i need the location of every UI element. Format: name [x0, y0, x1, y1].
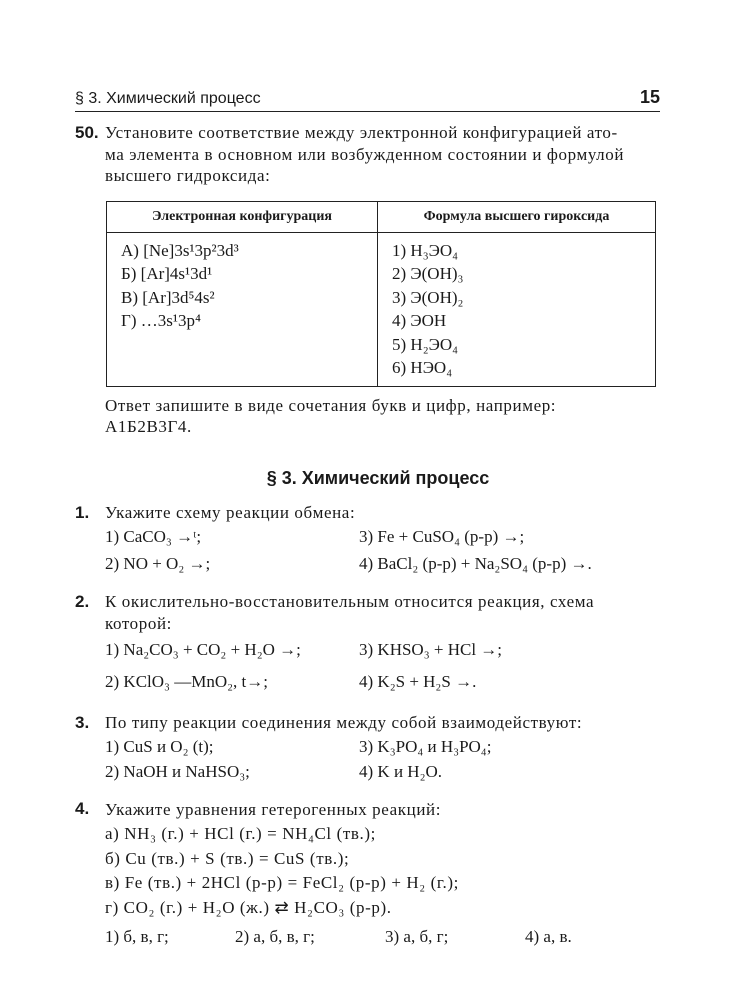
option: 3) Fe + CuSO₄ (р-р) →;	[359, 527, 525, 546]
task-50	[75, 122, 660, 187]
task-text: Установите соответствие между электронной конфигурацией ато-	[105, 123, 618, 142]
configurations-cell	[107, 232, 378, 386]
answer-example: А1Б2В3Г4.	[105, 417, 192, 436]
formulas-cell	[378, 232, 656, 386]
option: 1) CaCO₃ →ᵗ;	[105, 527, 202, 546]
option: 3) K₃PO₄ и H₃PO₄;	[359, 736, 492, 756]
task-4	[75, 798, 660, 951]
task-number: 4.	[75, 798, 90, 818]
page-number: 15	[639, 87, 660, 107]
task-text: которой:	[105, 613, 172, 633]
running-header	[75, 84, 660, 112]
task-1	[75, 502, 660, 578]
task-2	[75, 591, 660, 698]
option: 4) BaCl₂ (р-р) + Na₂SO₄ (р-р) →.	[359, 554, 592, 573]
option: 2) KClO₃ —MnO₂, t→;	[105, 672, 268, 691]
task-text: высшего гидроксида:	[105, 166, 271, 185]
option: 3) а, б, г;	[385, 927, 449, 946]
formula-item: 3) Э(OH)₂	[392, 287, 464, 307]
equation: в) Fe (тв.) + 2HCl (р-р) = FeCl₂ (р-р) + H₂ (г.);	[105, 873, 459, 892]
section-title: § 3. Химический процесс	[266, 467, 490, 488]
formula-item: 5) H₂ЭO₄	[392, 334, 459, 354]
running-header-section: § 3. Химический процесс	[75, 90, 261, 107]
task-text: ма элемента в основном или возбужденном состоянии и формулой	[105, 144, 625, 164]
option: 1) CuS и O₂ (t);	[105, 736, 214, 756]
option: 2) а, б, в, г;	[235, 927, 315, 946]
equation: а) NH₃ (г.) + HCl (г.) = NH₄Cl (тв.);	[105, 824, 376, 843]
option: 3) KHSO₃ + HCl →;	[359, 640, 503, 659]
task-3	[75, 712, 660, 784]
task-number: 1.	[75, 502, 90, 522]
option: 2) NO + O₂ →;	[105, 554, 211, 573]
option: 1) Na₂CO₃ + CO₂ + H₂O →;	[105, 640, 301, 659]
formula-item: 4) ЭOH	[392, 311, 447, 330]
formula-item: 6) HЭO₄	[392, 358, 453, 377]
task-50-answer	[75, 395, 660, 438]
column-header: Электронная конфигурация	[107, 201, 378, 232]
task-number: 3.	[75, 713, 90, 732]
task-number: 2.	[75, 592, 90, 611]
option: 1) б, в, г;	[105, 927, 169, 946]
config-item: А) [Ne]3s¹3p²3d³	[121, 240, 239, 260]
equation: б) Cu (тв.) + S (тв.) = CuS (тв.);	[105, 848, 350, 868]
formula-item: 1) H₃ЭO₄	[392, 240, 459, 260]
task-text: К окислительно-восстановительным относится реакция, схема	[105, 592, 595, 611]
formula-item: 2) Э(OH)₃	[392, 264, 464, 283]
option: 4) K и H₂O.	[359, 761, 443, 781]
task-text: Укажите схему реакции обмена:	[105, 502, 356, 522]
task-text: По типу реакции соединения между собой взаимодействуют:	[105, 713, 583, 732]
config-item: В) [Ar]3d⁵4s²	[121, 287, 215, 307]
answer-instruction: Ответ запишите в виде сочетания букв и цифр, например:	[105, 395, 557, 415]
option: 4) а, в.	[525, 927, 572, 946]
task-number: 50.	[75, 123, 99, 142]
column-header: Формула высшего гироксида	[378, 201, 656, 232]
option: 4) K₂S + H₂S →.	[359, 672, 477, 691]
task-text: Укажите уравнения гетерогенных реакций:	[105, 799, 442, 819]
config-item: Б) [Ar]4s¹3d¹	[121, 264, 213, 283]
option: 2) NaOH и NaHSO₃;	[105, 761, 250, 781]
matching-table	[106, 201, 656, 387]
equation: г) CO₂ (г.) + H₂O (ж.) ⇄ H₂CO₃ (р-р).	[105, 897, 392, 917]
config-item: Г) …3s¹3p⁴	[121, 311, 201, 330]
